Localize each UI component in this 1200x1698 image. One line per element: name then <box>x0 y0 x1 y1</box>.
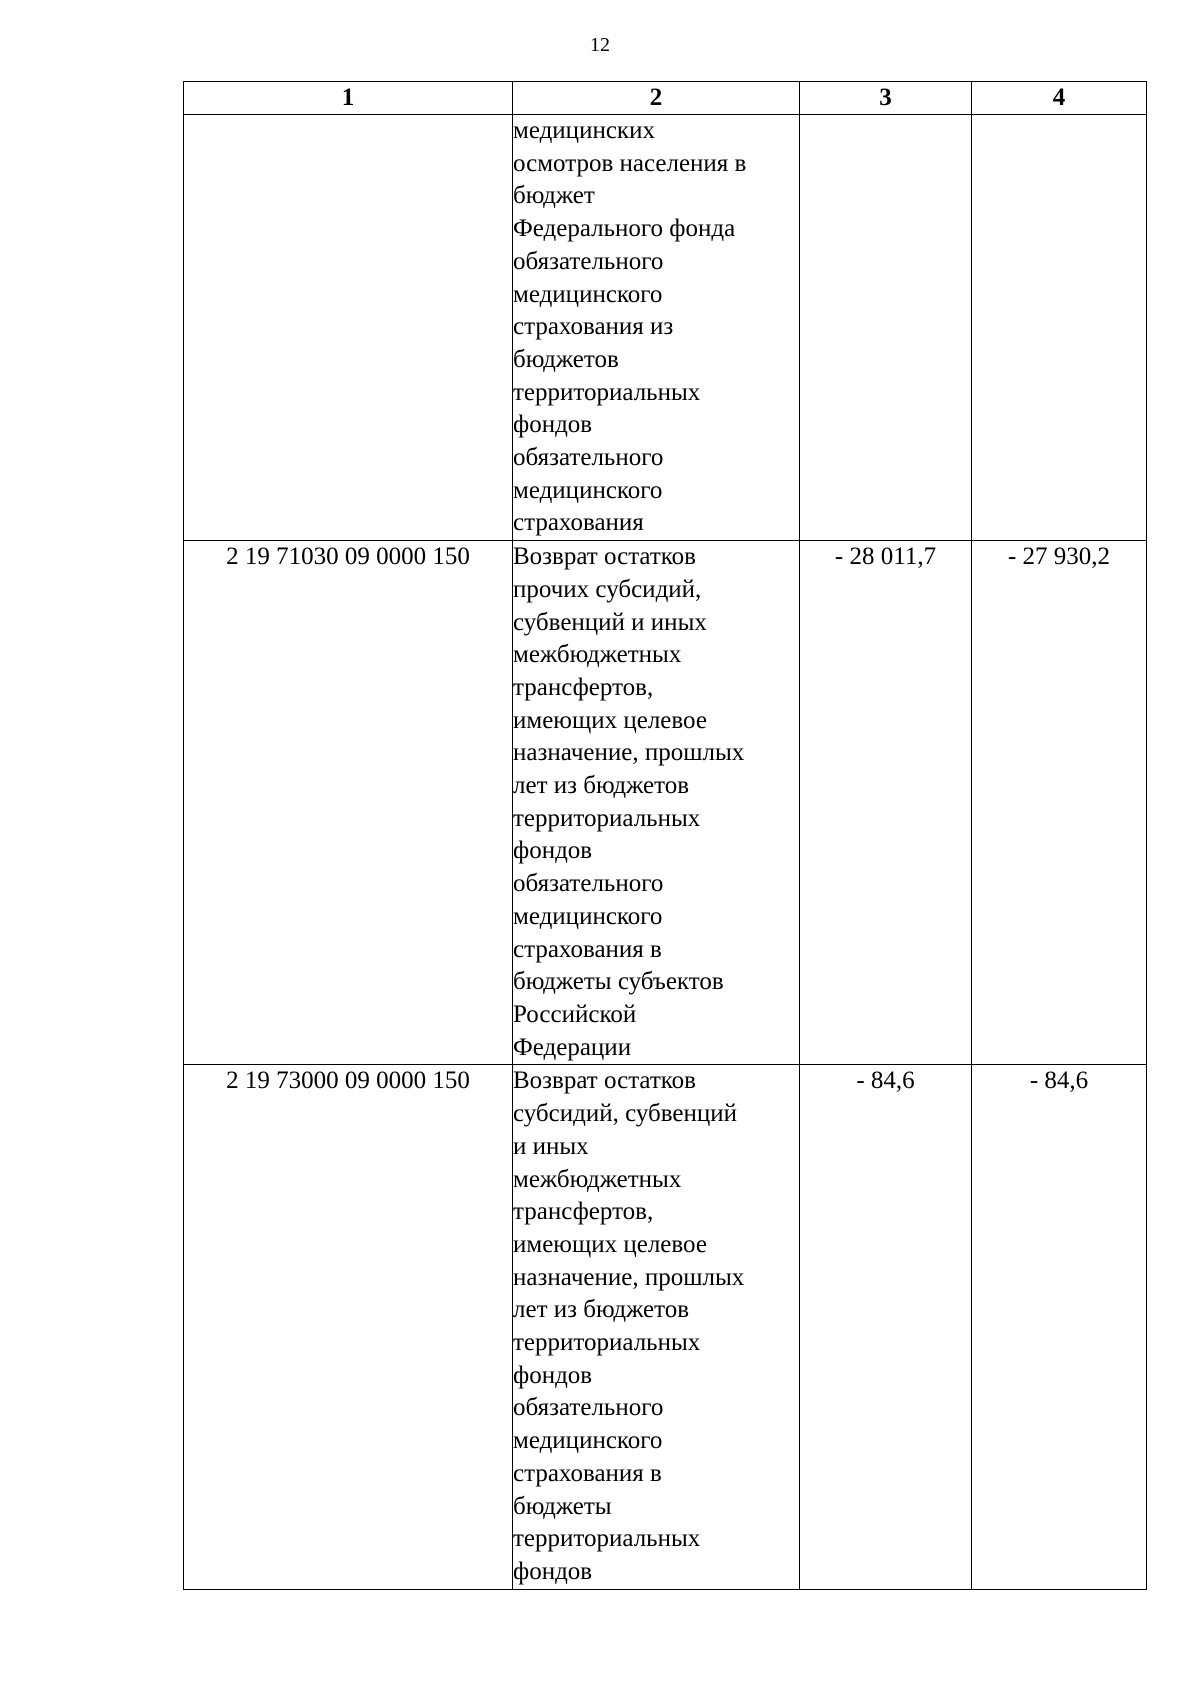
table-row <box>184 541 1147 1065</box>
description-line: имеющих целевое <box>513 706 707 734</box>
row-code <box>184 115 513 541</box>
description-line: обязательного <box>513 1394 664 1422</box>
row-value-col3: - 28 011,7 <box>800 541 972 1065</box>
description-line: и иных <box>513 1132 589 1160</box>
row-value-col3: - 84,6 <box>800 1065 972 1589</box>
description-line: межбюджетных <box>513 641 682 669</box>
row-code: 2 19 71030 09 0000 150 <box>184 541 513 1065</box>
page-number: 12 <box>590 34 610 56</box>
description-line: бюджетов <box>513 345 619 373</box>
description-line: медицинского <box>513 1427 663 1455</box>
description-line: медицинского <box>513 280 663 308</box>
header-col-4: 4 <box>972 82 1147 115</box>
row-code: 2 19 73000 09 0000 150 <box>184 1065 513 1589</box>
description-line: Российской <box>513 1000 637 1028</box>
description-line: межбюджетных <box>513 1165 682 1193</box>
row-value-col4: - 27 930,2 <box>972 541 1147 1065</box>
description-line: назначение, прошлых <box>513 739 745 767</box>
header-col-3: 3 <box>800 82 972 115</box>
description-line: прочих субсидий, <box>513 575 702 603</box>
description-line: обязательного <box>513 247 664 275</box>
description-line: бюджеты <box>513 1492 612 1520</box>
row-value-col4: - 84,6 <box>972 1065 1147 1589</box>
description-line: страхования <box>513 509 644 537</box>
description-line: осмотров населения в <box>513 149 747 177</box>
header-col-1: 1 <box>184 82 513 115</box>
description-line: страхования в <box>513 935 662 963</box>
description-line: обязательного <box>513 870 664 898</box>
description-line: страхования в <box>513 1459 662 1487</box>
description-line: имеющих целевое <box>513 1230 707 1258</box>
description-line: бюджет <box>513 182 595 210</box>
description-line: территориальных <box>513 1329 701 1357</box>
description-line: Федерации <box>513 1033 632 1061</box>
description-line: территориальных <box>513 804 701 832</box>
description-line: трансфертов, <box>513 673 654 701</box>
description-line: медицинских <box>513 117 655 144</box>
row-description <box>513 541 800 1065</box>
description-line: медицинского <box>513 902 663 930</box>
description-line: территориальных <box>513 1525 701 1553</box>
table-row <box>184 115 1147 541</box>
description-line: Федерального фонда <box>513 215 736 243</box>
table-row <box>184 1065 1147 1589</box>
description-line: Возврат остатков <box>513 1067 696 1095</box>
description-line: обязательного <box>513 444 664 472</box>
description-line: лет из бюджетов <box>513 772 690 800</box>
description-line: субсидий, субвенций <box>513 1100 738 1128</box>
description-line: субвенций и иных <box>513 608 707 636</box>
description-line: Возврат остатков <box>513 543 696 571</box>
description-line: страхования из <box>513 313 674 341</box>
description-line: фондов <box>513 1361 593 1389</box>
description-line: медицинского <box>513 476 663 504</box>
header-col-2: 2 <box>513 82 800 115</box>
row-value-col3 <box>800 115 972 541</box>
description-line: фондов <box>513 837 593 865</box>
row-description <box>513 1065 800 1589</box>
description-line: территориальных <box>513 378 701 406</box>
description-line: трансфертов, <box>513 1198 654 1226</box>
row-description <box>513 115 800 541</box>
description-line: фондов <box>513 411 593 439</box>
description-line: назначение, прошлых <box>513 1263 745 1291</box>
description-line: бюджеты субъектов <box>513 968 724 996</box>
row-value-col4 <box>972 115 1147 541</box>
description-line: фондов <box>513 1557 593 1585</box>
table-header-row <box>184 82 1147 115</box>
budget-table <box>183 81 1147 1590</box>
description-line: лет из бюджетов <box>513 1296 690 1324</box>
